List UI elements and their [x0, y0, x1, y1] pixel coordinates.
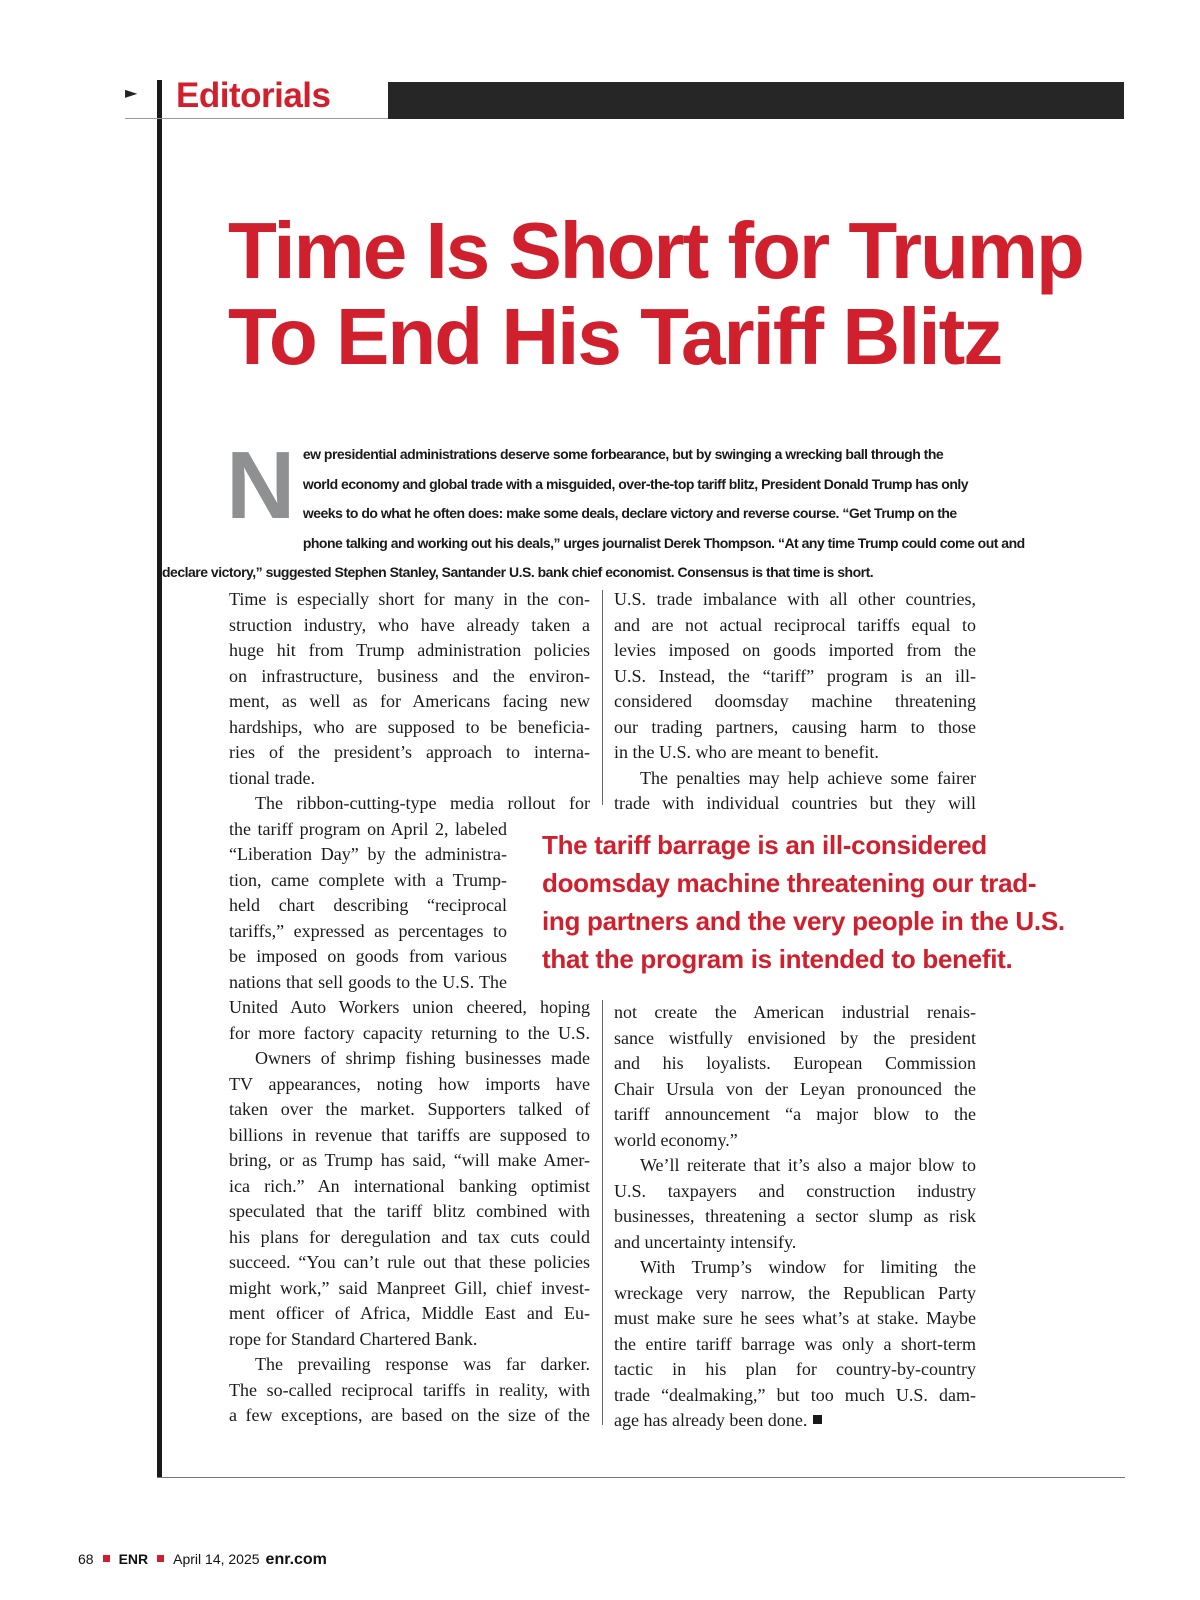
magazine-brand: ENR	[118, 1551, 149, 1567]
body-line: Owners of shrimp fishing businesses made	[255, 1048, 590, 1068]
body-line: tariff announcement “a major blow to the	[614, 1104, 976, 1124]
body-line: tional trade.	[229, 767, 315, 788]
body-line: not create the American industrial renais-	[614, 1002, 976, 1022]
lead-line: phone talking and working out his deals,” urges journalist Derek Thompson. “At any time Trump could come out and	[302, 534, 1025, 551]
lead-line: ew presidential administrations deserve some forbearance, but by swinging a wrecking ball through the	[302, 446, 944, 462]
body-line: taken over the market. Supporters talked of	[229, 1099, 590, 1119]
body-line: trade “dealmaking,” but too much U.S. dam-	[614, 1384, 976, 1405]
body-line: U.S. Instead, the “tariff” program is an ill-	[614, 665, 976, 686]
body-line: billions in revenue that tariffs are supposed to	[229, 1124, 590, 1145]
body-line: tion, came complete with a Trump-	[229, 869, 507, 890]
body-column-2-bottom	[614, 1000, 976, 1434]
pull-quote	[542, 826, 1132, 978]
body-line: in the U.S. who are meant to benefit.	[614, 742, 879, 762]
body-line: and uncertainty intensify.	[614, 1231, 797, 1252]
body-line: be imposed on goods from various	[229, 946, 507, 966]
body-line: succeed. “You can’t rule out that these policies	[229, 1252, 590, 1272]
separator-square-icon	[157, 1555, 164, 1562]
pull-quote-line: The tariff barrage is an ill-considered	[542, 830, 987, 860]
section-arrow-icon: ►	[125, 83, 138, 102]
pull-quote-line: that the program is intended to benefit.	[542, 944, 1013, 974]
body-line: The ribbon-cutting-type media rollout for	[255, 793, 590, 813]
body-line: the tariff program on April 2, labeled	[229, 818, 507, 839]
body-line: trade with individual countries but they will	[614, 793, 976, 813]
body-line: “Liberation Day” by the administra-	[229, 844, 507, 864]
body-line: world economy.”	[614, 1129, 738, 1150]
body-line: considered doomsday machine threatening	[614, 691, 976, 711]
page-footer	[78, 1551, 327, 1569]
body-line: levies imposed on goods imported from the	[614, 640, 976, 660]
body-line: his plans for deregulation and tax cuts could	[229, 1226, 590, 1247]
body-line: ment, as well as for Americans facing new	[229, 691, 590, 711]
separator-square-icon	[103, 1555, 110, 1562]
body-line: ica rich.” An international banking optimist	[229, 1175, 590, 1196]
body-line: U.S. taxpayers and construction industry	[614, 1180, 976, 1201]
body-column-2-top	[614, 587, 976, 817]
page-left-rule	[157, 80, 162, 1478]
page-number: 68	[78, 1551, 94, 1567]
body-line: held chart describing “reciprocal	[229, 895, 507, 915]
end-mark-icon	[813, 1415, 822, 1424]
body-line: tariffs,” expressed as percentages to	[229, 920, 507, 941]
body-line: our trading partners, causing harm to those	[614, 716, 976, 737]
body-line: tactic in his plan for country-by-country	[614, 1359, 976, 1379]
body-line: The prevailing response was far darker.	[255, 1354, 590, 1374]
pull-quote-line: ing partners and the very people in the U.S.	[542, 906, 1065, 936]
body-line: a few exceptions, are based on the size of the	[229, 1405, 590, 1425]
body-line: We’ll reiterate that it’s also a major blow to	[640, 1155, 976, 1175]
body-line: on infrastructure, business and the environ-	[229, 665, 590, 686]
body-column-1	[229, 587, 590, 1429]
body-line: With Trump’s window for limiting the	[640, 1257, 976, 1277]
body-line: Chair Ursula von der Leyan pronounced the	[614, 1078, 976, 1099]
lead-paragraph	[162, 432, 1025, 588]
lead-line: world economy and global trade with a misguided, over-the-top tariff blitz, President Donald Trump has only	[302, 475, 969, 492]
lead-line: declare victory,” suggested Stephen Stanley, Santander U.S. bank chief economist. Consensus is that time is short.	[162, 564, 874, 581]
body-line: The penalties may help achieve some fairer	[640, 767, 976, 788]
pull-quote-line: doomsday machine threatening our trad-	[542, 868, 1037, 898]
lead-line: weeks to do what he often does: make some deals, declare victory and reverse course. “Get Trump on the	[302, 505, 957, 522]
body-line: rope for Standard Chartered Bank.	[229, 1328, 478, 1349]
body-line: and his loyalists. European Commission	[614, 1053, 976, 1073]
body-line: ment officer of Africa, Middle East and Eu-	[229, 1303, 590, 1323]
body-line: and are not actual reciprocal tariffs equal to	[614, 614, 976, 635]
issue-date: April 14, 2025	[173, 1551, 260, 1567]
section-title: Editorials	[176, 76, 331, 115]
body-line: sance wistfully envisioned by the president	[614, 1027, 976, 1048]
body-line: bring, or as Trump has said, “will make Amer-	[229, 1150, 590, 1170]
body-line: must make sure he sees what’s at stake. Maybe	[614, 1308, 976, 1328]
body-line: United Auto Workers union cheered, hoping	[229, 997, 590, 1017]
body-line: nations that sell goods to the U.S. The	[229, 971, 507, 992]
body-line: wreckage very narrow, the Republican Party	[614, 1282, 976, 1303]
body-line: the entire tariff barrage was only a short-term	[614, 1333, 976, 1354]
body-line: for more factory capacity returning to the U.S.	[229, 1022, 590, 1043]
section-header-bar	[388, 82, 1124, 119]
column-divider	[602, 590, 603, 805]
body-line-text: age has already been done.	[614, 1410, 808, 1430]
body-line: hardships, who are supposed to be beneficia-	[229, 716, 590, 737]
page-bottom-rule	[157, 1477, 1125, 1478]
body-line: Time is especially short for many in the con-	[229, 589, 590, 609]
body-line: The so-called reciprocal tariffs in reality, with	[229, 1379, 590, 1400]
website-link[interactable]: enr.com	[265, 1551, 327, 1568]
body-line: struction industry, who have already taken a	[229, 614, 590, 635]
column-divider	[602, 1000, 603, 1425]
drop-cap: N	[226, 432, 295, 539]
body-line: might work,” said Manpreet Gill, chief invest-	[229, 1277, 590, 1298]
body-line: ries of the president’s approach to interna-	[229, 742, 590, 762]
body-line: TV appearances, noting how imports have	[229, 1073, 590, 1094]
body-line: speculated that the tariff blitz combined with	[229, 1201, 590, 1221]
body-line: huge hit from Trump administration policies	[229, 640, 590, 660]
body-line: businesses, threatening a sector slump as risk	[614, 1206, 976, 1226]
headline-line: Time Is Short for Trump	[228, 206, 1083, 295]
headline	[228, 208, 1128, 380]
headline-line: To End His Tariff Blitz	[228, 292, 1002, 381]
body-line: U.S. trade imbalance with all other countries,	[614, 589, 976, 609]
section-underline	[125, 118, 389, 119]
body-line-final	[614, 1408, 976, 1434]
